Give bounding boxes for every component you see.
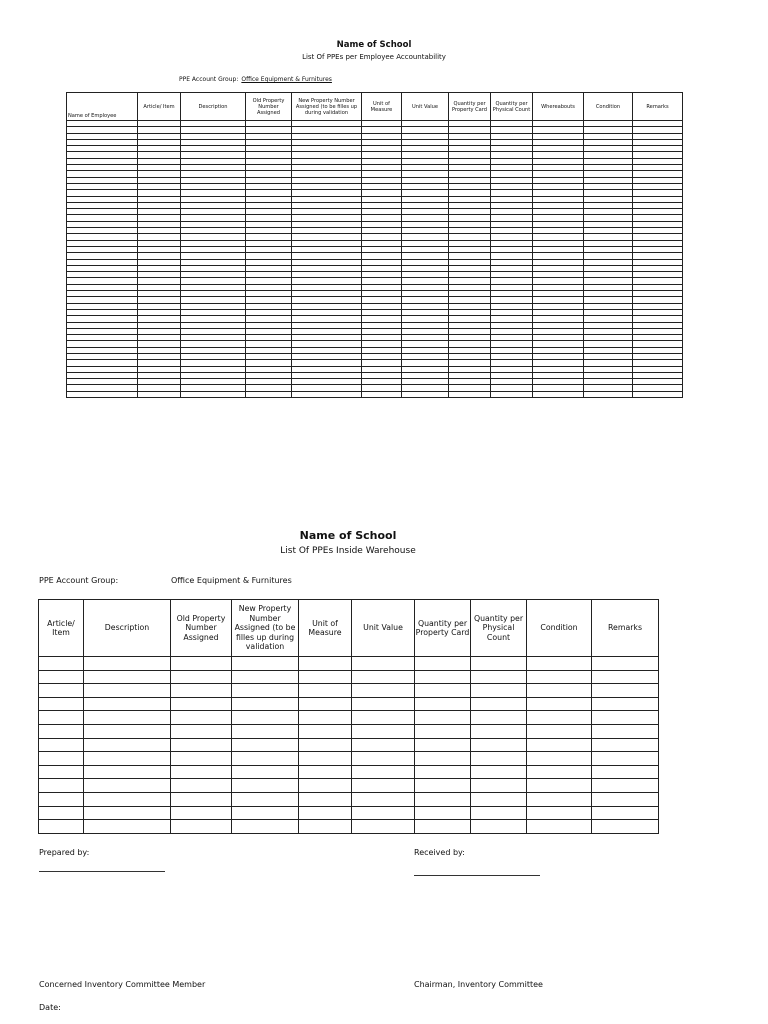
table-cell[interactable]	[299, 670, 352, 684]
table-cell[interactable]	[232, 792, 299, 806]
received-by-role: Chairman, Inventory Committee	[414, 980, 543, 989]
table-cell[interactable]	[138, 391, 181, 397]
table-cell[interactable]	[527, 765, 592, 779]
table-cell[interactable]	[84, 765, 171, 779]
table-cell[interactable]	[232, 684, 299, 698]
form2-school-name: Name of School	[299, 529, 397, 542]
column-header: Quantity per Physical Count	[491, 93, 533, 121]
column-header: Old Property Number Assigned	[171, 600, 232, 657]
table-cell[interactable]	[471, 697, 527, 711]
table-cell[interactable]	[415, 820, 471, 834]
table-cell[interactable]	[592, 724, 659, 738]
table-cell[interactable]	[39, 738, 84, 752]
table-cell[interactable]	[449, 391, 491, 397]
table-row	[39, 806, 659, 820]
table-cell[interactable]	[352, 765, 415, 779]
table-row	[39, 752, 659, 766]
table-cell[interactable]	[415, 657, 471, 671]
table-cell[interactable]	[471, 724, 527, 738]
table-cell[interactable]	[39, 792, 84, 806]
table-cell[interactable]	[415, 765, 471, 779]
employee-ppe-table	[66, 92, 683, 398]
column-header: Quantity per Property Card	[449, 93, 491, 121]
table-cell[interactable]	[352, 820, 415, 834]
table-cell[interactable]	[232, 752, 299, 766]
table-cell[interactable]	[415, 670, 471, 684]
column-header: Whereabouts	[533, 93, 584, 121]
table-cell[interactable]	[527, 657, 592, 671]
table-cell[interactable]	[592, 657, 659, 671]
form2-subtitle: List Of PPEs Inside Warehouse	[280, 546, 416, 556]
table-cell[interactable]	[592, 792, 659, 806]
table-row	[39, 697, 659, 711]
table-cell[interactable]	[84, 779, 171, 793]
table-cell[interactable]	[415, 697, 471, 711]
table-cell[interactable]	[527, 738, 592, 752]
table-row	[39, 684, 659, 698]
table-cell[interactable]	[299, 724, 352, 738]
table-cell[interactable]	[352, 792, 415, 806]
table-cell[interactable]	[299, 820, 352, 834]
column-header: Remarks	[592, 600, 659, 657]
table-cell[interactable]	[527, 752, 592, 766]
table-cell[interactable]	[299, 752, 352, 766]
prepared-by-signature-line	[39, 871, 165, 872]
table-cell[interactable]	[171, 697, 232, 711]
table-cell[interactable]	[171, 765, 232, 779]
form1-school-name: Name of School	[336, 40, 412, 50]
column-header: New Property Number Assigned (to be filles up during validation	[292, 93, 362, 121]
column-header: Quantity per Physical Count	[471, 600, 527, 657]
table-row	[39, 670, 659, 684]
table-cell[interactable]	[84, 657, 171, 671]
table-cell[interactable]	[527, 806, 592, 820]
table-cell[interactable]	[592, 765, 659, 779]
table-cell[interactable]	[232, 806, 299, 820]
table-cell[interactable]	[527, 670, 592, 684]
table-cell[interactable]	[292, 391, 362, 397]
form1-account-group-value: Office Equipment & Furnitures	[241, 76, 332, 83]
table-cell[interactable]	[352, 752, 415, 766]
table-row	[39, 779, 659, 793]
table-cell[interactable]	[527, 684, 592, 698]
column-header: Unit of Measure	[362, 93, 402, 121]
table-cell[interactable]	[171, 820, 232, 834]
table-cell[interactable]	[471, 738, 527, 752]
table-cell[interactable]	[592, 738, 659, 752]
table-cell[interactable]	[181, 391, 246, 397]
table-cell[interactable]	[471, 806, 527, 820]
table-cell[interactable]	[39, 657, 84, 671]
form1-subtitle: List Of PPEs per Employee Accountability	[302, 53, 446, 61]
column-header: Unit of Measure	[299, 600, 352, 657]
table-cell[interactable]	[232, 724, 299, 738]
column-header: Quantity per Property Card	[415, 600, 471, 657]
table-cell[interactable]	[592, 752, 659, 766]
table-cell[interactable]	[527, 711, 592, 725]
table-header-row	[67, 93, 683, 121]
table-cell[interactable]	[171, 711, 232, 725]
column-header: Condition	[584, 93, 633, 121]
table-cell[interactable]	[471, 792, 527, 806]
warehouse-table-body	[39, 657, 659, 834]
table-cell[interactable]	[592, 806, 659, 820]
table-cell[interactable]	[352, 806, 415, 820]
table-cell[interactable]	[527, 724, 592, 738]
column-header: Unit Value	[402, 93, 449, 121]
table-row	[39, 724, 659, 738]
received-by-label: Received by:	[414, 848, 465, 857]
table-cell[interactable]	[232, 657, 299, 671]
table-header-row	[39, 600, 659, 657]
table-cell[interactable]	[352, 724, 415, 738]
table-cell[interactable]	[471, 779, 527, 793]
table-cell[interactable]	[471, 820, 527, 834]
column-header: Old Property Number Assigned	[246, 93, 292, 121]
table-cell[interactable]	[171, 779, 232, 793]
table-cell[interactable]	[415, 806, 471, 820]
table-cell[interactable]	[352, 670, 415, 684]
table-cell[interactable]	[39, 806, 84, 820]
table-cell[interactable]	[84, 752, 171, 766]
table-cell[interactable]	[171, 684, 232, 698]
table-cell[interactable]	[299, 779, 352, 793]
table-cell[interactable]	[171, 806, 232, 820]
table-cell[interactable]	[471, 684, 527, 698]
table-cell[interactable]	[471, 657, 527, 671]
table-cell[interactable]	[592, 684, 659, 698]
table-cell[interactable]	[232, 765, 299, 779]
table-row	[39, 711, 659, 725]
table-cell[interactable]	[299, 657, 352, 671]
table-cell[interactable]	[84, 792, 171, 806]
table-cell[interactable]	[415, 684, 471, 698]
table-cell[interactable]	[592, 670, 659, 684]
table-cell[interactable]	[171, 738, 232, 752]
table-cell[interactable]	[299, 711, 352, 725]
table-cell[interactable]	[415, 711, 471, 725]
table-cell[interactable]	[352, 711, 415, 725]
table-cell[interactable]	[232, 670, 299, 684]
table-row	[39, 792, 659, 806]
table-cell[interactable]	[352, 779, 415, 793]
table-cell[interactable]	[533, 391, 584, 397]
form1-account-group	[179, 76, 332, 83]
table-cell[interactable]	[84, 806, 171, 820]
date-label: Date:	[39, 1003, 61, 1012]
table-cell[interactable]	[39, 724, 84, 738]
table-cell[interactable]	[471, 711, 527, 725]
column-header: Condition	[527, 600, 592, 657]
table-cell[interactable]	[84, 697, 171, 711]
table-cell[interactable]	[39, 752, 84, 766]
table-cell[interactable]	[527, 697, 592, 711]
employee-table-body	[67, 121, 683, 398]
table-row	[39, 738, 659, 752]
table-cell[interactable]	[471, 765, 527, 779]
table-cell[interactable]	[415, 792, 471, 806]
column-header: Unit Value	[352, 600, 415, 657]
form2-account-group-value: Office Equipment & Furnitures	[171, 576, 292, 585]
table-cell[interactable]	[84, 724, 171, 738]
table-cell[interactable]	[299, 806, 352, 820]
table-row	[67, 391, 683, 397]
table-cell[interactable]	[171, 792, 232, 806]
table-cell[interactable]	[592, 779, 659, 793]
table-cell[interactable]	[67, 391, 138, 397]
column-header: Article/ Item	[39, 600, 84, 657]
column-header: Remarks	[633, 93, 683, 121]
table-cell[interactable]	[299, 697, 352, 711]
table-cell[interactable]	[527, 792, 592, 806]
table-cell[interactable]	[84, 738, 171, 752]
table-cell[interactable]	[232, 779, 299, 793]
table-cell[interactable]	[362, 391, 402, 397]
table-cell[interactable]	[171, 670, 232, 684]
table-row	[39, 765, 659, 779]
table-cell[interactable]	[527, 820, 592, 834]
table-cell[interactable]	[84, 711, 171, 725]
table-cell[interactable]	[491, 391, 533, 397]
table-cell[interactable]	[232, 711, 299, 725]
table-cell[interactable]	[39, 684, 84, 698]
column-header: New Property Number Assigned (to be filles up during validation	[232, 600, 299, 657]
prepared-by-label: Prepared by:	[39, 848, 90, 857]
table-cell[interactable]	[39, 711, 84, 725]
table-cell[interactable]	[415, 724, 471, 738]
column-header: Description	[84, 600, 171, 657]
table-cell[interactable]	[299, 765, 352, 779]
warehouse-ppe-table	[38, 599, 659, 834]
table-cell[interactable]	[299, 684, 352, 698]
table-cell[interactable]	[527, 779, 592, 793]
table-cell[interactable]	[39, 765, 84, 779]
form2-account-group-label: PPE Account Group:	[39, 576, 119, 585]
table-cell[interactable]	[232, 820, 299, 834]
table-cell[interactable]	[352, 697, 415, 711]
table-cell[interactable]	[232, 738, 299, 752]
table-cell[interactable]	[232, 697, 299, 711]
table-cell[interactable]	[402, 391, 449, 397]
table-cell[interactable]	[39, 670, 84, 684]
table-cell[interactable]	[584, 391, 633, 397]
table-cell[interactable]	[592, 820, 659, 834]
table-cell[interactable]	[415, 752, 471, 766]
table-cell[interactable]	[299, 792, 352, 806]
table-cell[interactable]	[39, 820, 84, 834]
prepared-by-role: Concerned Inventory Committee Member	[39, 980, 206, 989]
table-cell[interactable]	[415, 738, 471, 752]
column-header: Article/ Item	[138, 93, 181, 121]
column-header: Name of Employee	[67, 93, 138, 121]
table-cell[interactable]	[352, 657, 415, 671]
table-cell[interactable]	[39, 697, 84, 711]
table-cell[interactable]	[352, 738, 415, 752]
table-cell[interactable]	[592, 697, 659, 711]
form1-account-group-label: PPE Account Group:	[179, 76, 239, 83]
table-cell[interactable]	[299, 738, 352, 752]
received-by-signature-line	[414, 875, 540, 876]
table-cell[interactable]	[84, 820, 171, 834]
table-cell[interactable]	[84, 670, 171, 684]
table-cell[interactable]	[415, 779, 471, 793]
table-cell[interactable]	[592, 711, 659, 725]
column-header: Description	[181, 93, 246, 121]
table-cell[interactable]	[171, 657, 232, 671]
table-cell[interactable]	[171, 752, 232, 766]
table-cell[interactable]	[633, 391, 683, 397]
table-cell[interactable]	[39, 779, 84, 793]
table-cell[interactable]	[471, 670, 527, 684]
table-row	[39, 657, 659, 671]
table-cell[interactable]	[246, 391, 292, 397]
table-cell[interactable]	[352, 684, 415, 698]
table-cell[interactable]	[471, 752, 527, 766]
table-cell[interactable]	[171, 724, 232, 738]
table-cell[interactable]	[84, 684, 171, 698]
table-row	[39, 820, 659, 834]
